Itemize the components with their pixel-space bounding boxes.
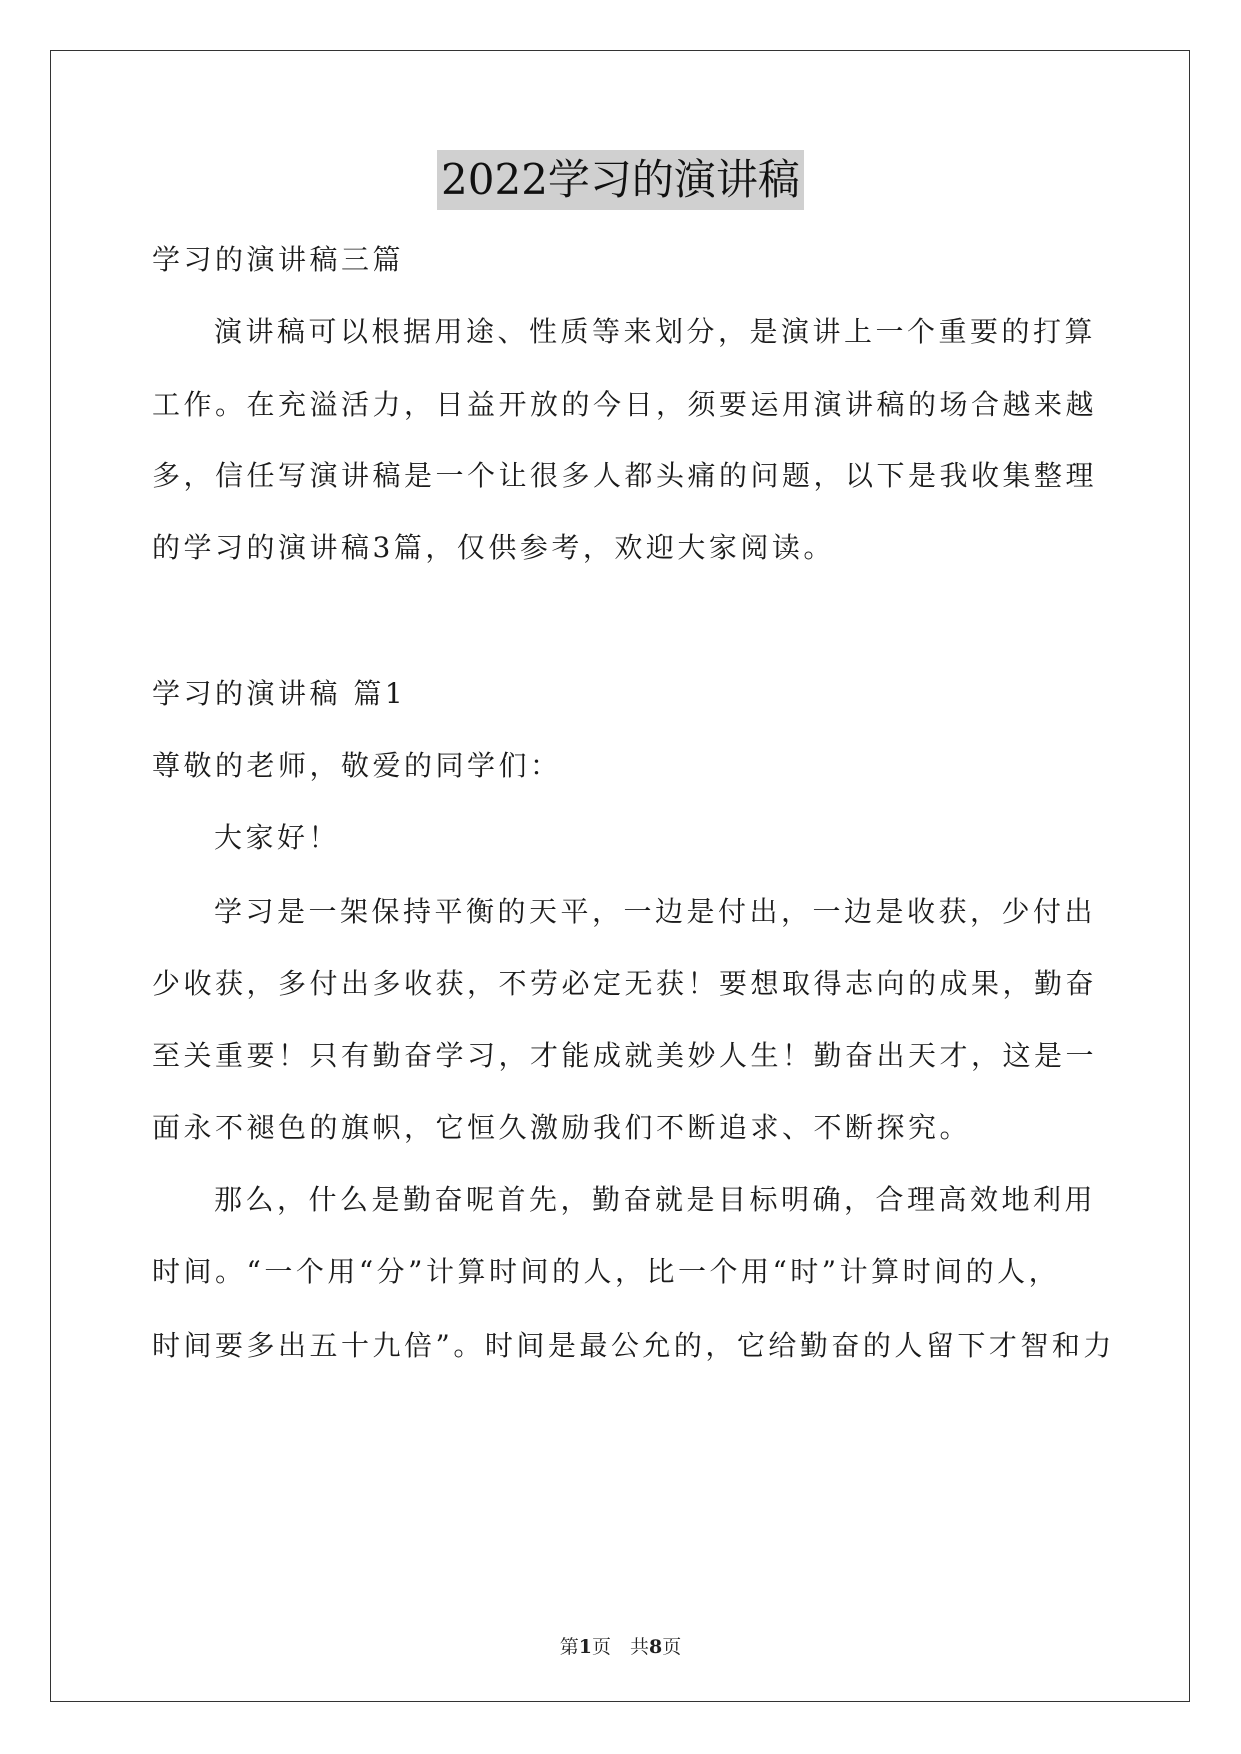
paragraph-line: 面永不褪色的旗帜，它恒久激励我们不断追求、不断探究。 (152, 1111, 972, 1144)
footer-total-pages: 8 (649, 1636, 663, 1658)
page-border (50, 50, 1190, 1702)
section-heading: 学习的演讲稿 篇1 (152, 677, 407, 710)
paragraph-line: 时间。“一个用“分”计算时间的人，比一个用“时”计算时间的人， (152, 1255, 1061, 1288)
paragraph-line: 至关重要！只有勤奋学习，才能成就美妙人生！勤奋出天才，这是一 (152, 1039, 1098, 1072)
paragraph-line: 的学习的演讲稿3篇，仅供参考，欢迎大家阅读。 (152, 531, 835, 564)
paragraph-line: 那么，什么是勤奋呢首先，勤奋就是目标明确，合理高效地利用 (214, 1183, 1097, 1216)
footer-mid: 页 共 (591, 1636, 649, 1658)
paragraph-line: 演讲稿可以根据用途、性质等来划分，是演讲上一个重要的打算 (214, 315, 1097, 348)
page-footer (0, 1632, 1241, 1659)
paragraph-line: 工作。在充溢活力，日益开放的今日，须要运用演讲稿的场合越来越 (152, 388, 1098, 421)
paragraph-line: 少收获，多付出多收获，不劳必定无获！要想取得志向的成果，勤奋 (152, 967, 1098, 1000)
document-title: 2022学习的演讲稿 (437, 150, 804, 210)
subtitle-line: 学习的演讲稿三篇 (152, 243, 405, 276)
salutation-line: 尊敬的老师，敬爱的同学们： (152, 749, 562, 782)
title-container (0, 150, 1241, 210)
greeting-line: 大家好！ (214, 821, 341, 854)
paragraph-line: 时间要多出五十九倍”。时间是最公允的，它给勤奋的人留下才智和力 (152, 1329, 1115, 1362)
paragraph-line: 学习是一架保持平衡的天平，一边是付出，一边是收获，少付出 (214, 895, 1097, 928)
footer-page-number: 1 (578, 1636, 592, 1658)
footer-suffix: 页 (662, 1636, 682, 1658)
footer-prefix: 第 (559, 1636, 579, 1658)
paragraph-line: 多，信任写演讲稿是一个让很多人都头痛的问题，以下是我收集整理 (152, 459, 1098, 492)
